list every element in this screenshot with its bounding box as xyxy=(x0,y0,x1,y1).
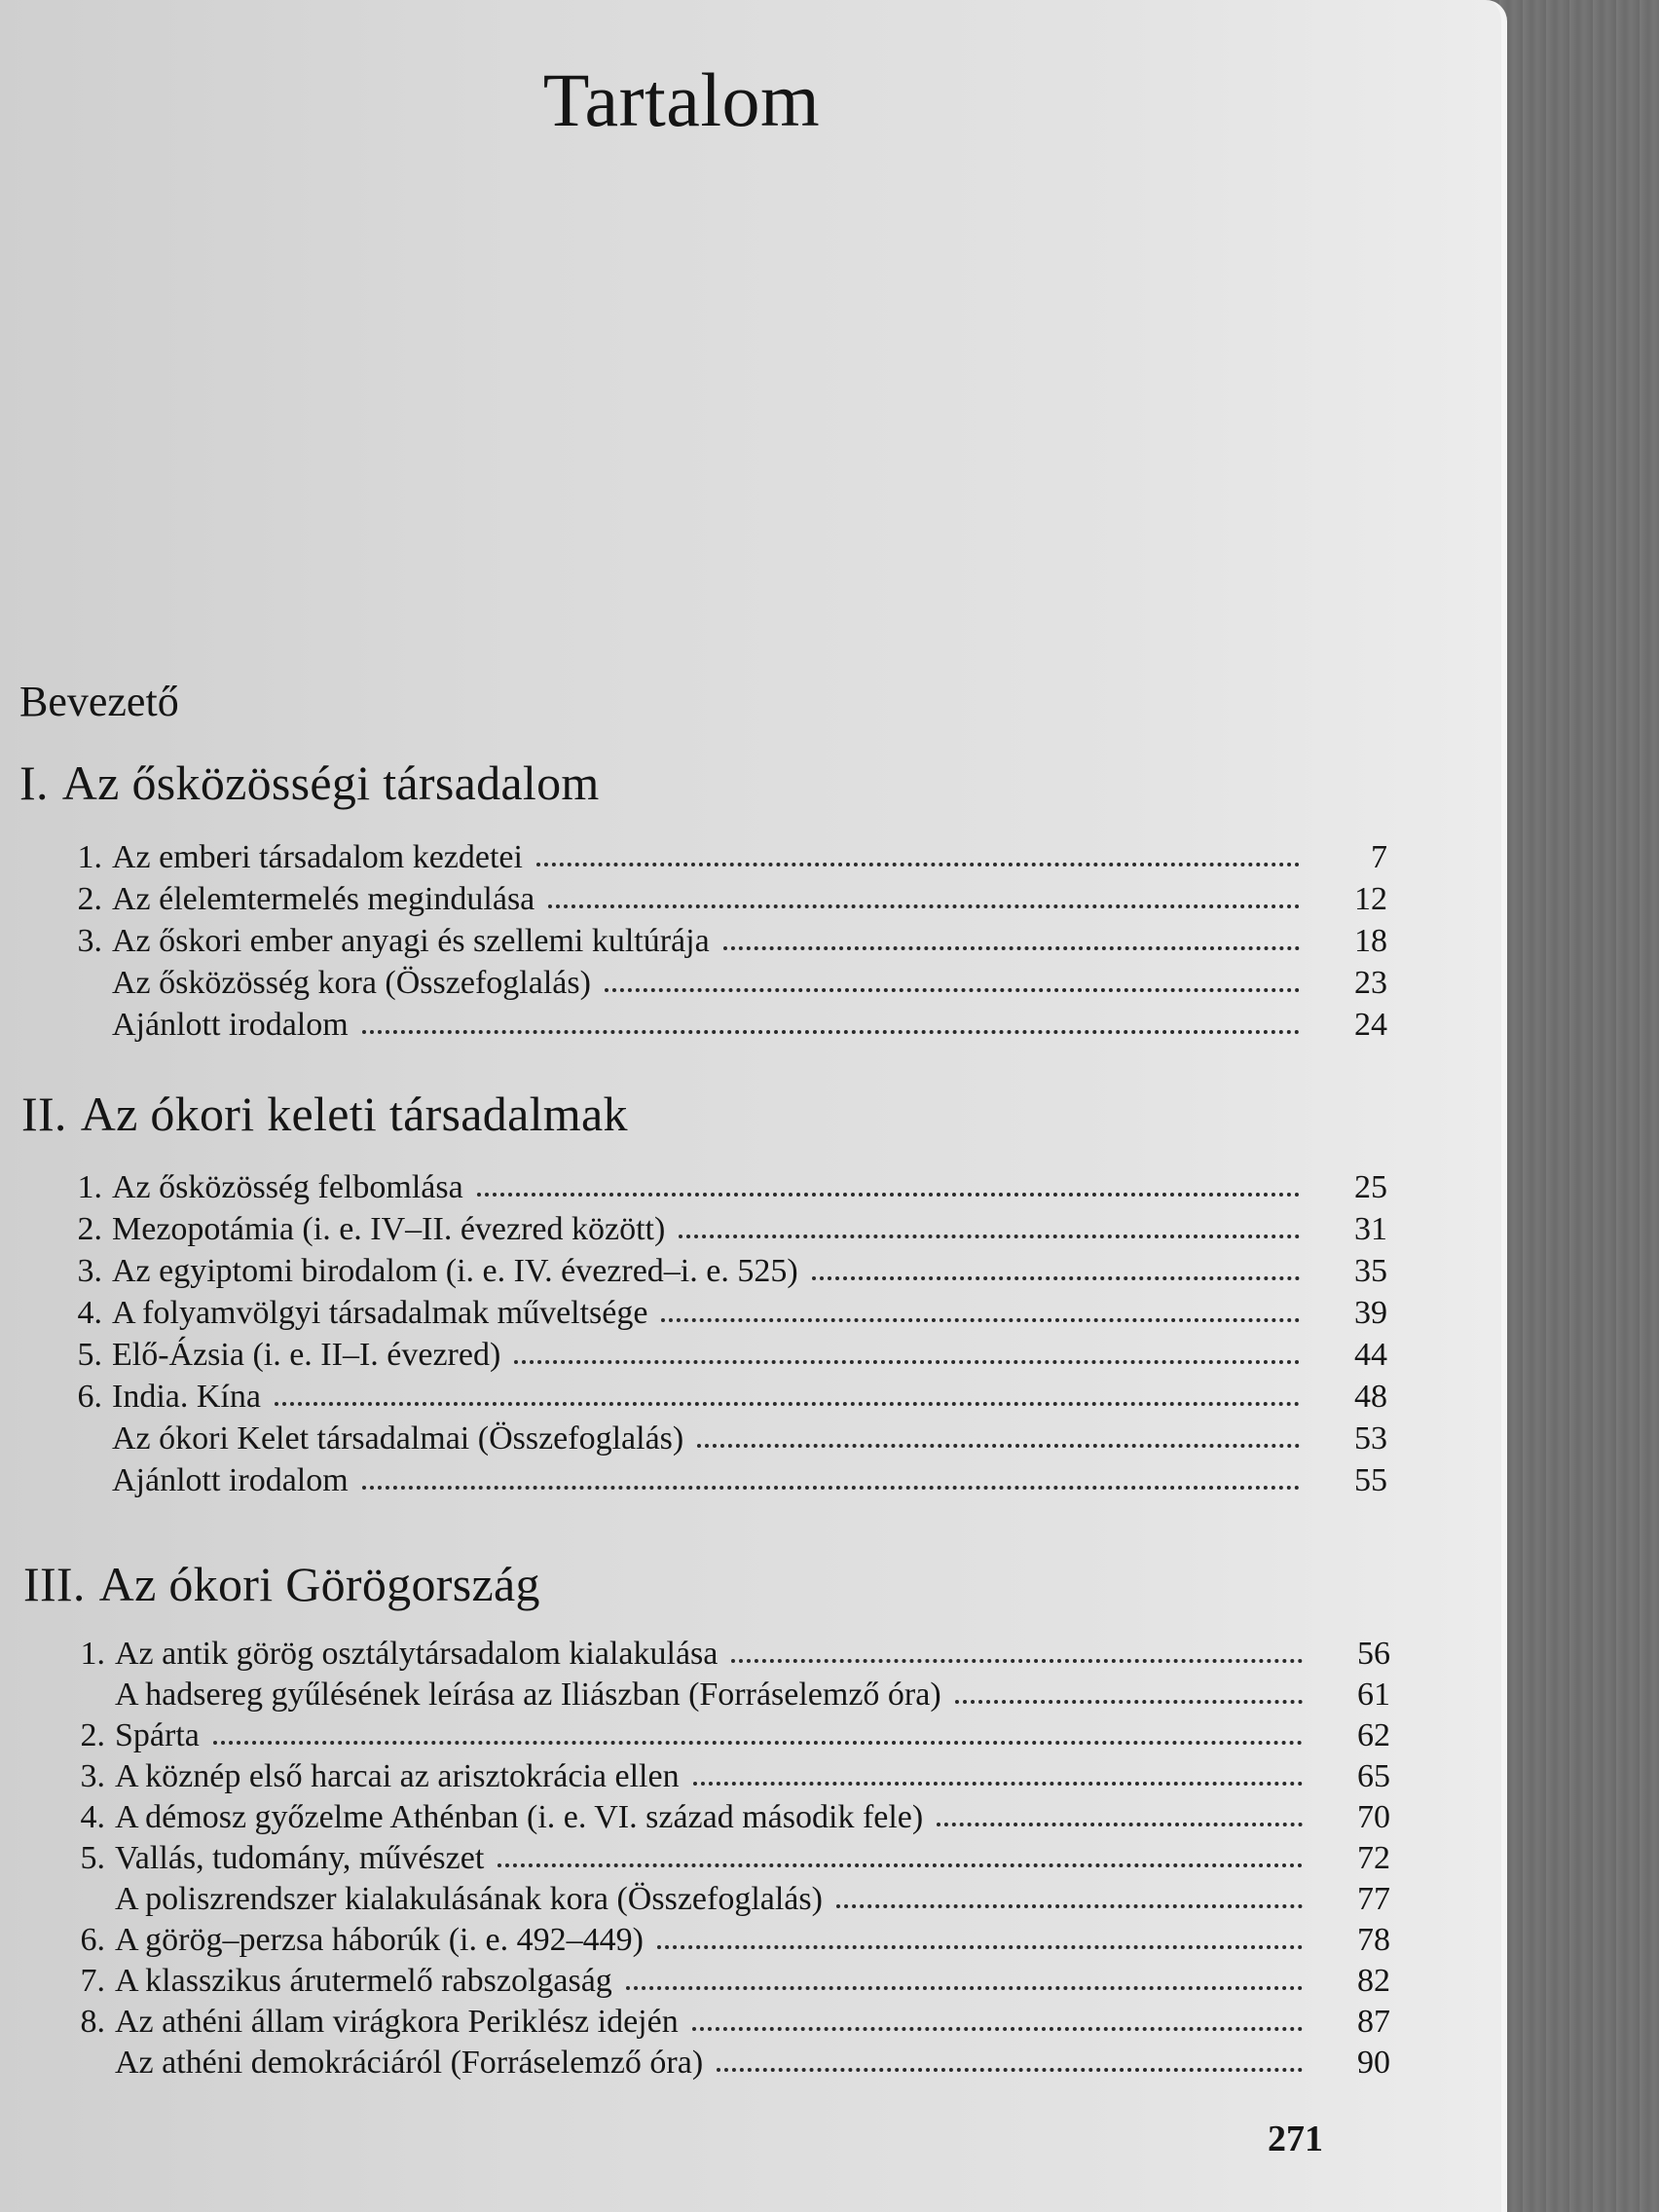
toc-entry xyxy=(63,877,1387,918)
entry-number: 4. xyxy=(80,1799,105,1835)
toc-entry xyxy=(63,961,1387,1002)
entry-page: 55 xyxy=(1354,1462,1387,1498)
entry-title: Az athéni demokráciáról (Forráselemző óra) xyxy=(115,2045,704,2081)
dot-leader xyxy=(692,2027,1303,2031)
toc-entry xyxy=(63,1003,1387,1044)
entry-title: Az ősközösség kora (Összefoglalás) xyxy=(112,965,591,1001)
toc-entry xyxy=(63,1417,1387,1457)
entry-title: Az antik görög osztálytársadalom kialakulása xyxy=(115,1636,719,1672)
entry-page: 65 xyxy=(1357,1758,1390,1794)
toc-entry xyxy=(66,1836,1390,1877)
chapter-title: Az ókori Görögország xyxy=(98,1557,540,1611)
entry-title: Az emberi társadalom kezdetei xyxy=(112,839,523,875)
entry-title: A folyamvölgyi társadalmak műveltsége xyxy=(112,1295,648,1331)
dot-leader xyxy=(836,1904,1303,1908)
entry-page: 24 xyxy=(1354,1007,1387,1043)
entry-page: 12 xyxy=(1354,881,1387,917)
dot-leader xyxy=(657,1945,1303,1949)
entry-page: 7 xyxy=(1371,839,1387,875)
toc-entry xyxy=(66,1714,1390,1754)
dot-leader xyxy=(723,946,1300,950)
entry-title: Ajánlott irodalom xyxy=(112,1007,349,1043)
entry-number: 5. xyxy=(80,1840,105,1876)
entry-number: 2. xyxy=(80,1717,105,1753)
chapter-title: Az ókori keleti társadalmak xyxy=(80,1087,628,1141)
dot-leader xyxy=(693,1782,1303,1786)
entry-title: Az egyiptomi birodalom (i. e. IV. évezred–i. e. 525) xyxy=(112,1253,798,1289)
chapter-heading xyxy=(21,1086,628,1142)
toc-entry xyxy=(63,1291,1387,1332)
toc-entry xyxy=(66,1632,1390,1673)
entry-number: 2. xyxy=(77,1211,102,1247)
chapter-number: I. xyxy=(19,756,49,810)
toc-entry xyxy=(63,1458,1387,1499)
dot-leader xyxy=(514,1360,1300,1364)
entry-title: Elő-Ázsia (i. e. II–I. évezred) xyxy=(112,1337,501,1373)
entry-number: 4. xyxy=(77,1295,102,1331)
entry-number: 7. xyxy=(80,1963,105,1999)
chapter-title: Az ősközösségi társadalom xyxy=(61,756,600,810)
toc-entry xyxy=(66,1673,1390,1714)
toc-entry xyxy=(66,2041,1390,2082)
dot-leader xyxy=(605,988,1300,992)
dot-leader xyxy=(275,1402,1300,1406)
dot-leader xyxy=(812,1276,1300,1280)
entry-page: 77 xyxy=(1357,1881,1390,1917)
entry-title: Mezopotámia (i. e. IV–II. évezred között) xyxy=(112,1211,666,1247)
entry-number: 3. xyxy=(77,1253,102,1289)
toc-entry xyxy=(63,1249,1387,1290)
entry-title: Ajánlott irodalom xyxy=(112,1462,349,1498)
entry-page: 72 xyxy=(1357,1840,1390,1876)
background-surface xyxy=(1499,0,1659,2212)
page-number: 271 xyxy=(1268,2119,1323,2159)
intro-heading: Bevezető xyxy=(19,678,179,725)
dot-leader xyxy=(362,1030,1300,1034)
entry-page: 44 xyxy=(1354,1337,1387,1373)
entry-page: 31 xyxy=(1354,1211,1387,1247)
chapter-heading xyxy=(19,755,600,811)
toc-entry xyxy=(66,2000,1390,2041)
entry-page: 61 xyxy=(1357,1677,1390,1713)
entry-title: A hadsereg gyűlésének leírása az Iliászban (Forráselemző óra) xyxy=(115,1677,941,1713)
chapter-number: III. xyxy=(23,1557,86,1611)
toc-entry xyxy=(66,1918,1390,1959)
entry-page: 35 xyxy=(1354,1253,1387,1289)
dot-leader xyxy=(477,1193,1300,1197)
entry-number: 1. xyxy=(77,1169,102,1205)
entry-title: Vallás, tudomány, művészet xyxy=(115,1840,485,1876)
entry-title: Az őskori ember anyagi és szellemi kultúrája xyxy=(112,923,710,959)
dot-leader xyxy=(717,2068,1303,2072)
chapter-heading xyxy=(23,1556,540,1612)
entry-number: 6. xyxy=(77,1379,102,1415)
entry-title: Spárta xyxy=(115,1717,200,1753)
toc-entry xyxy=(66,1877,1390,1918)
entry-title: India. Kína xyxy=(112,1379,261,1415)
dot-leader xyxy=(626,1986,1303,1990)
entry-number: 2. xyxy=(77,881,102,917)
dot-leader xyxy=(498,1863,1303,1867)
dot-leader xyxy=(362,1486,1300,1490)
entry-page: 25 xyxy=(1354,1169,1387,1205)
toc-entry xyxy=(63,1207,1387,1248)
entry-page: 90 xyxy=(1357,2045,1390,2081)
dot-leader xyxy=(937,1823,1303,1826)
entry-number: 5. xyxy=(77,1337,102,1373)
dot-leader xyxy=(679,1235,1300,1238)
entry-page: 70 xyxy=(1357,1799,1390,1835)
entry-number: 3. xyxy=(80,1758,105,1794)
dot-leader xyxy=(697,1444,1300,1448)
entry-page: 39 xyxy=(1354,1295,1387,1331)
entry-page: 56 xyxy=(1357,1636,1390,1672)
entry-title: A köznép első harcai az arisztokrácia ellen xyxy=(115,1758,680,1794)
entry-title: Az ókori Kelet társadalmai (Összefoglalás) xyxy=(112,1420,684,1456)
entry-number: 8. xyxy=(80,2004,105,2040)
toc-entry xyxy=(63,1165,1387,1206)
dot-leader xyxy=(955,1700,1303,1704)
entry-number: 1. xyxy=(80,1636,105,1672)
entry-page: 53 xyxy=(1354,1420,1387,1456)
dot-leader xyxy=(731,1659,1303,1663)
dot-leader xyxy=(661,1318,1300,1322)
chapter-number: II. xyxy=(21,1087,67,1141)
entry-title: A klasszikus árutermelő rabszolgaság xyxy=(115,1963,612,1999)
entry-page: 48 xyxy=(1354,1379,1387,1415)
entry-title: A poliszrendszer kialakulásának kora (Összefoglalás) xyxy=(115,1881,823,1917)
entry-page: 23 xyxy=(1354,965,1387,1001)
entry-page: 62 xyxy=(1357,1717,1390,1753)
dot-leader xyxy=(548,904,1300,908)
toc-entry xyxy=(66,1754,1390,1795)
toc-entry xyxy=(63,835,1387,876)
entry-title: A görög–perzsa háborúk (i. e. 492–449) xyxy=(115,1922,644,1958)
entry-number: 1. xyxy=(77,839,102,875)
entry-title: Az ősközösség felbomlása xyxy=(112,1169,463,1205)
page-title: Tartalom xyxy=(542,57,821,142)
entry-title: Az athéni állam virágkora Periklész idején xyxy=(115,2004,679,2040)
entry-number: 6. xyxy=(80,1922,105,1958)
toc-entry xyxy=(66,1795,1390,1836)
entry-number: 3. xyxy=(77,923,102,959)
dot-leader xyxy=(536,863,1300,866)
entry-page: 18 xyxy=(1354,923,1387,959)
toc-entry xyxy=(63,1333,1387,1374)
toc-entry xyxy=(63,919,1387,960)
toc-entry xyxy=(66,1959,1390,2000)
entry-page: 78 xyxy=(1357,1922,1390,1958)
entry-title: Az élelemtermelés megindulása xyxy=(112,881,535,917)
entry-title: A démosz győzelme Athénban (i. e. VI. század második fele) xyxy=(115,1799,924,1835)
toc-entry xyxy=(63,1375,1387,1416)
entry-page: 82 xyxy=(1357,1963,1390,1999)
dot-leader xyxy=(213,1741,1303,1745)
entry-page: 87 xyxy=(1357,2004,1390,2040)
